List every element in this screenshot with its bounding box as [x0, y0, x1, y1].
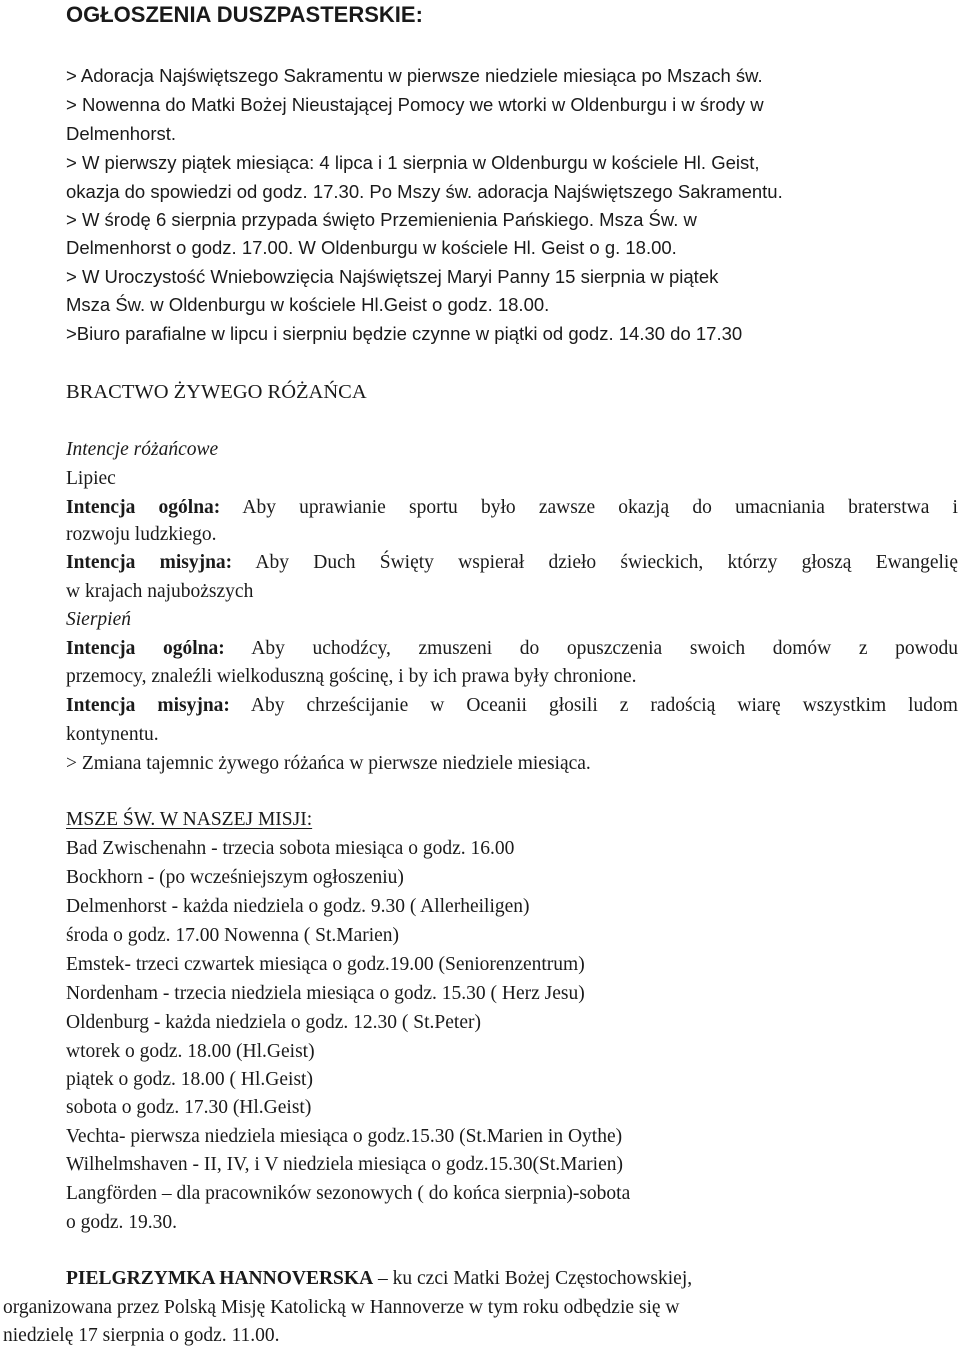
mass-schedule-line: Nordenham - trzecia niedziela miesiąca o godz. 15.30 ( Herz Jesu) [66, 983, 585, 1004]
august-general-intention [66, 634, 958, 663]
july-general-intention [66, 493, 958, 522]
mass-schedule-line: o godz. 19.30. [66, 1212, 178, 1233]
rosary-heading: BRACTWO ŻYWEGO RÓŻAŃCA [66, 381, 367, 403]
intention-text: w krajach najuboższych [66, 581, 254, 602]
july-mission-intention [66, 548, 958, 577]
announcement-line: Delmenhorst o godz. 17.00. W Oldenburgu w kościele Hl. Geist o g. 18.00. [66, 237, 677, 258]
mass-schedule-line: Oldenburg - każda niedziela o godz. 12.30 ( St.Peter) [66, 1012, 481, 1033]
mass-schedule-line: Vechta- pierwsza niedziela miesiąca o godz.15.30 (St.Marien in Oythe) [66, 1126, 623, 1147]
month-label-july: Lipiec [66, 468, 116, 489]
mass-schedule-line: Langförden – dla pracowników sezonowych ( do końca sierpnia)-sobota [66, 1183, 631, 1204]
rosary-subheading: Intencje różańcowe [66, 439, 219, 460]
month-label-august: Sierpień [66, 609, 131, 630]
general-intention-label: Intencja ogólna: [66, 638, 225, 659]
pilgrimage-line [66, 1264, 692, 1293]
pilgrimage-title: PIELGRZYMKA HANNOVERSKA [66, 1268, 374, 1289]
mass-schedule-line: Bockhorn - (po wcześniejszym ogłoszeniu) [66, 867, 404, 888]
announcements-heading: OGŁOSZENIA DUSZPASTERSKIE: [66, 2, 423, 27]
intention-text: Aby Duch Święty wspierał dzieło świeckich, którzy głoszą Ewangelię [232, 552, 958, 573]
intention-text: kontynentu. [66, 724, 159, 745]
intention-text: Aby uchodźcy, zmuszeni do opuszczenia swoich domów z powodu [224, 638, 958, 659]
masses-heading: MSZE ŚW. W NASZEJ MISJI: [66, 809, 313, 830]
announcement-line: Msza Św. w Oldenburgu w kościele Hl.Geist o godz. 18.00. [66, 294, 550, 315]
mass-schedule-line: Emstek- trzeci czwartek miesiąca o godz.19.00 (Seniorenzentrum) [66, 954, 585, 975]
announcement-line: > Nowenna do Matki Bożej Nieustającej Pomocy we wtorki w Oldenburgu i w środy w [66, 94, 764, 115]
announcement-line: >Biuro parafialne w lipcu i sierpniu będzie czynne w piątki od godz. 14.30 do 17.30 [66, 323, 743, 344]
announcement-line: > W środę 6 sierpnia przypada święto Przemienienia Pańskiego. Msza Św. w [66, 209, 697, 230]
mission-intention-label: Intencja misyjna: [66, 552, 233, 573]
mass-schedule-line: piątek o godz. 18.00 ( Hl.Geist) [66, 1069, 313, 1090]
pilgrimage-text: niedzielę 17 sierpnia o godz. 11.00. [3, 1325, 280, 1346]
rosary-note: > Zmiana tajemnic żywego różańca w pierwsze niedziele miesiąca. [66, 753, 591, 774]
mass-schedule-line: środa o godz. 17.00 Nowenna ( St.Marien) [66, 925, 400, 946]
intention-text: Aby chrześcijanie w Oceanii głosili z radością wiarę wszystkim ludom [229, 695, 958, 716]
announcement-line: > Adoracja Najświętszego Sakramentu w pierwsze niedziele miesiąca po Mszach św. [66, 65, 763, 86]
mass-schedule-line: wtorek o godz. 18.00 (Hl.Geist) [66, 1041, 315, 1062]
pilgrimage-text: – ku czci Matki Bożej Częstochowskiej, [373, 1268, 693, 1289]
mass-schedule-line: Delmenhorst - każda niedziela o godz. 9.30 ( Allerheiligen) [66, 896, 530, 917]
mission-intention-label: Intencja misyjna: [66, 695, 230, 716]
announcement-line: okazja do spowiedzi od godz. 17.30. Po Mszy św. adoracja Najświętszego Sakramentu. [66, 181, 783, 202]
mass-schedule-line: Wilhelmshaven - II, IV, i V niedziela miesiąca o godz.15.30(St.Marien) [66, 1154, 623, 1175]
intention-text: przemocy, znaleźli wielkoduszną gościnę, i by ich prawa były chronione. [66, 666, 637, 687]
announcement-line: > W Uroczystość Wniebowzięcia Najświętszej Maryi Panny 15 sierpnia w piątek [66, 266, 719, 287]
mass-schedule-line: Bad Zwischenahn - trzecia sobota miesiąca o godz. 16.00 [66, 838, 515, 859]
intention-text: Aby uprawianie sportu było zawsze okazją do umacniania braterstwa i [220, 497, 958, 518]
general-intention-label: Intencja ogólna: [66, 497, 221, 518]
announcement-line: > W pierwszy piątek miesiąca: 4 lipca i 1 sierpnia w Oldenburgu w kościele Hl. Geist, [66, 152, 760, 173]
pilgrimage-text: organizowana przez Polską Misję Katolicką w Hannoverze w tym roku odbędzie się w [3, 1297, 680, 1318]
august-mission-intention [66, 691, 958, 720]
mass-schedule-line: sobota o godz. 17.30 (Hl.Geist) [66, 1097, 312, 1118]
intention-text: rozwoju ludzkiego. [66, 524, 217, 545]
announcement-line: Delmenhorst. [66, 123, 177, 144]
